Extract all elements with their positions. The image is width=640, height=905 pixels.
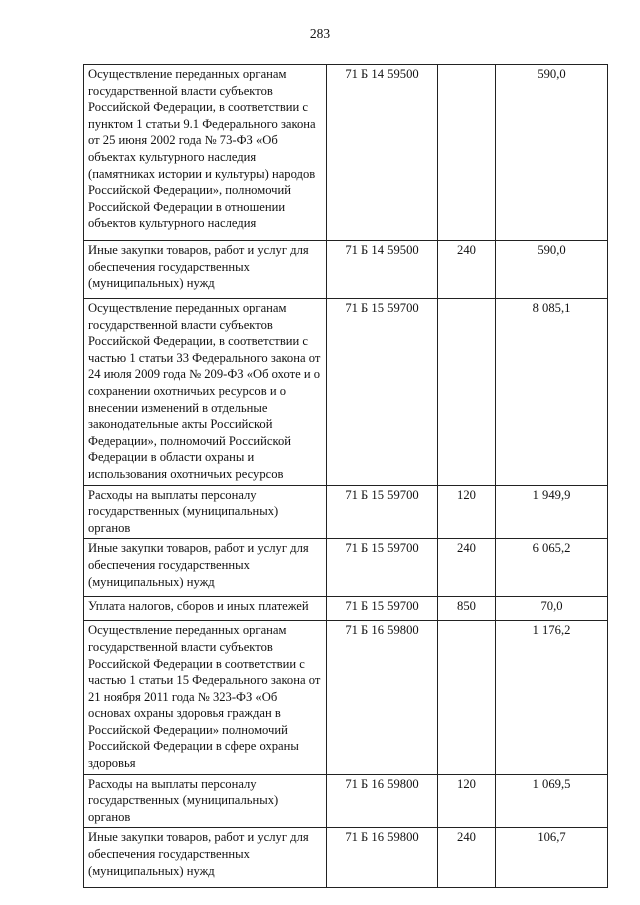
row-name: Расходы на выплаты персоналу государственных (муниципальных) органов — [84, 485, 327, 539]
row-expense-type: 120 — [438, 774, 496, 828]
table-row — [84, 241, 608, 299]
row-name: Уплата налогов, сборов и иных платежей — [84, 597, 327, 621]
table-row — [84, 485, 608, 539]
row-sum: 1 949,9 — [496, 485, 608, 539]
row-code: 71 Б 15 59700 — [327, 485, 438, 539]
row-code: 71 Б 16 59800 — [327, 828, 438, 888]
row-code: 71 Б 14 59500 — [327, 65, 438, 241]
row-name: Осуществление переданных органам государственной власти субъектов Российской Федерации, в соответствии с пунктом 1 статьи 9.1 Федерального закона от 25 июня 2002 года № 73-ФЗ «Об объектах культурного наследия (памятниках истории и культуры) народов Российской Федерации», полномочий Российской Федерации в отношении объектов культурного наследия — [84, 65, 327, 241]
table-row — [84, 621, 608, 774]
table-row — [84, 299, 608, 486]
row-name: Иные закупки товаров, работ и услуг для обеспечения государственных (муниципальных) нужд — [84, 828, 327, 888]
row-expense-type: 240 — [438, 828, 496, 888]
table-row — [84, 65, 608, 241]
row-expense-type: 240 — [438, 539, 496, 597]
row-code: 71 Б 16 59800 — [327, 774, 438, 828]
row-sum: 106,7 — [496, 828, 608, 888]
row-name: Осуществление переданных органам государственной власти субъектов Российской Федерации в соответствии с частью 1 статьи 15 Федерального закона от 21 ноября 2011 года № 323-ФЗ «Об основах охраны здоровья граждан в Российской Федерации» полномочий Российской Федерации в сфере охраны здоровья — [84, 621, 327, 774]
row-expense-type — [438, 299, 496, 486]
row-sum: 8 085,1 — [496, 299, 608, 486]
row-expense-type: 240 — [438, 241, 496, 299]
row-expense-type — [438, 621, 496, 774]
row-sum: 70,0 — [496, 597, 608, 621]
row-sum: 6 065,2 — [496, 539, 608, 597]
row-code: 71 Б 15 59700 — [327, 539, 438, 597]
row-sum: 1 176,2 — [496, 621, 608, 774]
table-row — [84, 828, 608, 888]
row-code: 71 Б 15 59700 — [327, 597, 438, 621]
table-row — [84, 539, 608, 597]
row-expense-type: 120 — [438, 485, 496, 539]
row-sum: 590,0 — [496, 65, 608, 241]
table-row — [84, 597, 608, 621]
row-sum: 1 069,5 — [496, 774, 608, 828]
row-name: Расходы на выплаты персоналу государственных (муниципальных) органов — [84, 774, 327, 828]
row-code: 71 Б 15 59700 — [327, 299, 438, 486]
row-name: Иные закупки товаров, работ и услуг для обеспечения государственных (муниципальных) нужд — [84, 539, 327, 597]
row-name: Осуществление переданных органам государственной власти субъектов Российской Федерации, в соответствии с частью 1 статьи 33 Федерального закона от 24 июля 2009 года № 209-ФЗ «Об охоте и о сохранении охотничьих ресурсов и о внесении изменений в отдельные законодательные акты Российской Федерации», полномочий Российской Федерации в области охраны и использования охотничьих ресурсов — [84, 299, 327, 486]
row-expense-type — [438, 65, 496, 241]
row-expense-type: 850 — [438, 597, 496, 621]
row-name: Иные закупки товаров, работ и услуг для обеспечения государственных (муниципальных) нужд — [84, 241, 327, 299]
table-row — [84, 774, 608, 828]
budget-table — [83, 64, 608, 888]
row-sum: 590,0 — [496, 241, 608, 299]
page-number: 283 — [309, 26, 331, 41]
row-code: 71 Б 14 59500 — [327, 241, 438, 299]
row-code: 71 Б 16 59800 — [327, 621, 438, 774]
